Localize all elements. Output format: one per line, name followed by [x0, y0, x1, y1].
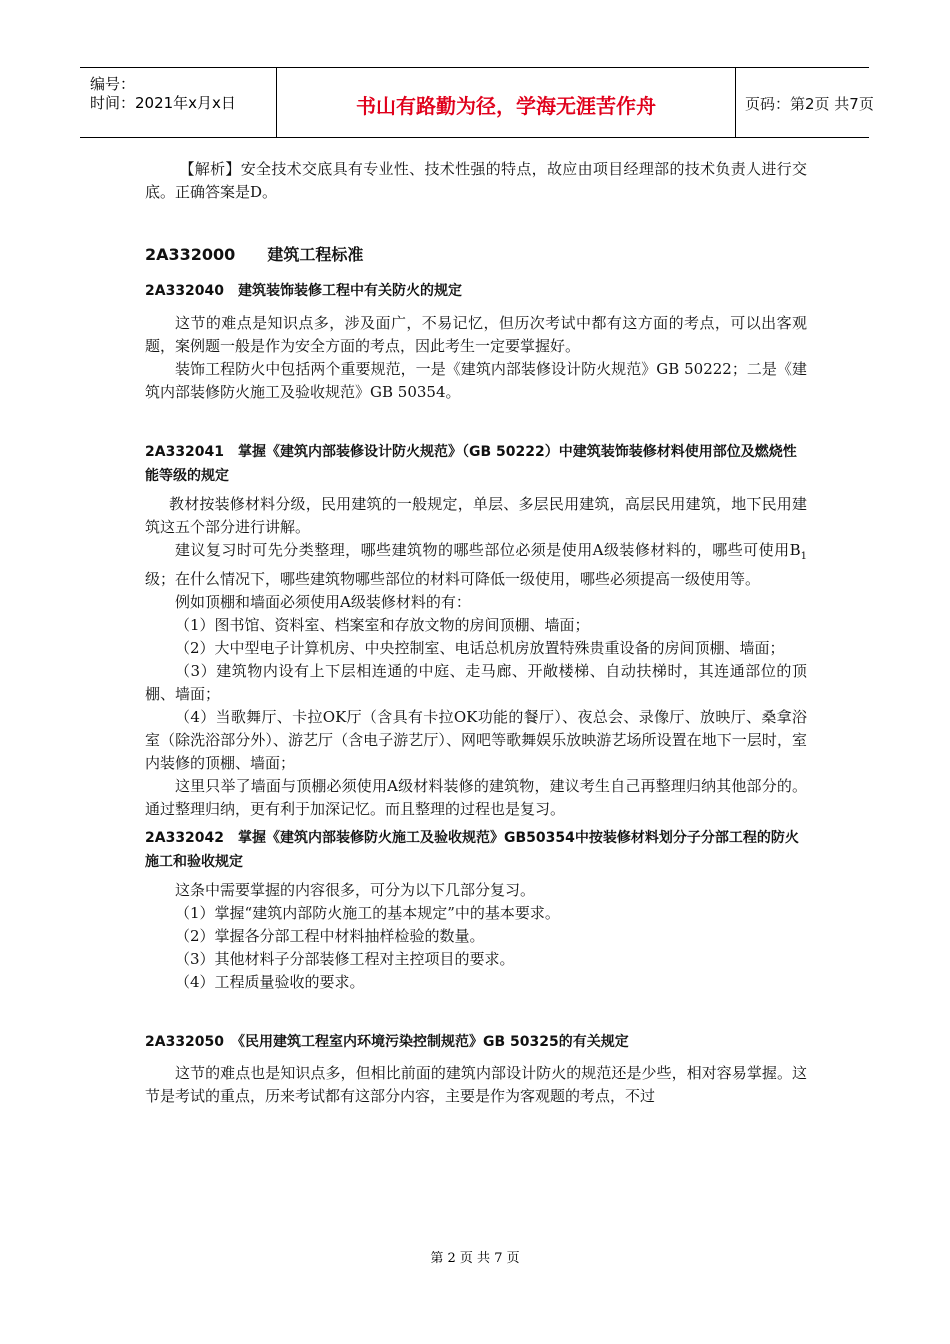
subscript: 1: [800, 551, 807, 562]
body-paragraph: 这里只举了墙面与顶棚必须使用A级材料装修的建筑物，建议考生自己再整理归纳其他部分的。通过整理归纳，更有利于加深记忆。而且整理的过程也是复习。: [145, 777, 807, 818]
document-number-label: 编号：: [90, 75, 136, 93]
document-date-label: 时间：2021年x月x日: [90, 94, 236, 112]
list-item: （4）当歌舞厅、卡拉OK厅（含具有卡拉OK功能的餐厅）、夜总会、录像厅、放映厅、桑拿浴室（除洗浴部分外）、游艺厅（含电子游艺厅）、网吧等歌舞娱乐放映游艺场所设置在地下一层时，室内装修的顶棚、墙面；: [145, 708, 807, 772]
page-header: [80, 67, 874, 138]
header-page-cell: [735, 68, 874, 137]
header-meta-cell: [80, 68, 276, 137]
list-item: （1）掌握“建筑内部防火施工的基本规定”中的基本要求。: [175, 904, 560, 922]
section-heading-2A332041: 2A332041 掌握《建筑内部装修设计防火规范》（GB 50222）中建筑装饰装修材料使用部位及燃烧性能等级的规定: [145, 444, 797, 484]
analysis-paragraph: 【解析】安全技术交底具有专业性、技术性强的特点，故应由项目经理部的技术负责人进行交底。正确答案是D。: [145, 160, 807, 201]
body-paragraph: [145, 539, 807, 591]
paragraph-text: 级；在什么情况下，哪些建筑物哪些部位的材料可降低一级使用，哪些必须提高一级使用等。: [145, 570, 761, 588]
list-item: （1）图书馆、资料室、档案室和存放文物的房间顶棚、墙面；: [175, 616, 590, 634]
list-item: （3）其他材料子分部装修工程对主控项目的要求。: [175, 950, 515, 968]
body-paragraph: 这节的难点也是知识点多，但相比前面的建筑内部设计防火的规范还是少些，相对容易掌握。这节是考试的重点，历来考试都有这部分内容，主要是作为客观题的考点，不过: [145, 1064, 807, 1105]
paragraph-text: 建议复习时可先分类整理，哪些建筑物的哪些部位必须是使用A级装修材料的，哪些可使用B: [175, 541, 801, 559]
list-item: （2）掌握各分部工程中材料抽样检验的数量。: [175, 927, 485, 945]
body-paragraph: 教材按装修材料分级，民用建筑的一般规定，单层、多层民用建筑，高层民用建筑，地下民用建筑这五个部分进行讲解。: [145, 495, 807, 536]
header-motto: 书山有路勤为径，学海无涯苦作舟: [356, 94, 656, 118]
header-motto-cell: [276, 68, 736, 137]
section-heading-2A332040: 2A332040 建筑装饰装修工程中有关防火的规定: [145, 283, 463, 299]
list-item: （2）大中型电子计算机房、中央控制室、电话总机房放置特殊贵重设备的房间顶棚、墙面；: [175, 639, 785, 657]
list-item: （3）建筑物内设有上下层相连通的中庭、走马廊、开敞楼梯、自动扶梯时，其连通部位的顶棚、墙面；: [145, 662, 807, 703]
body-paragraph: 装饰工程防火中包括两个重要规范，一是《建筑内部装修设计防火规范》GB 50222；二是《建筑内部装修防火施工及验收规范》GB 50354。: [145, 360, 807, 401]
section-heading-2A332042: 2A332042 掌握《建筑内部装修防火施工及验收规范》GB50354中按装修材料划分子分部工程的防火施工和验收规定: [145, 830, 799, 870]
header-page-number: 页码：第2页 共7页: [745, 95, 874, 113]
list-item: （4）工程质量验收的要求。: [175, 973, 365, 991]
page-footer: 第 2 页 共 7 页: [430, 1251, 520, 1266]
body-paragraph: 这条中需要掌握的内容很多，可分为以下几部分复习。: [175, 881, 536, 899]
body-paragraph: 例如顶棚和墙面必须使用A级装修材料的有：: [175, 593, 471, 611]
section-heading-2A332000: 2A332000 建筑工程标准: [145, 245, 364, 264]
document-body: [145, 158, 807, 1108]
section-heading-2A332050: 2A332050 《民用建筑工程室内环境污染控制规范》GB 50325的有关规定: [145, 1034, 629, 1050]
body-paragraph: 这节的难点是知识点多，涉及面广，不易记忆，但历次考试中都有这方面的考点，可以出客观题，案例题一般是作为安全方面的考点，因此考生一定要掌握好。: [145, 314, 807, 355]
